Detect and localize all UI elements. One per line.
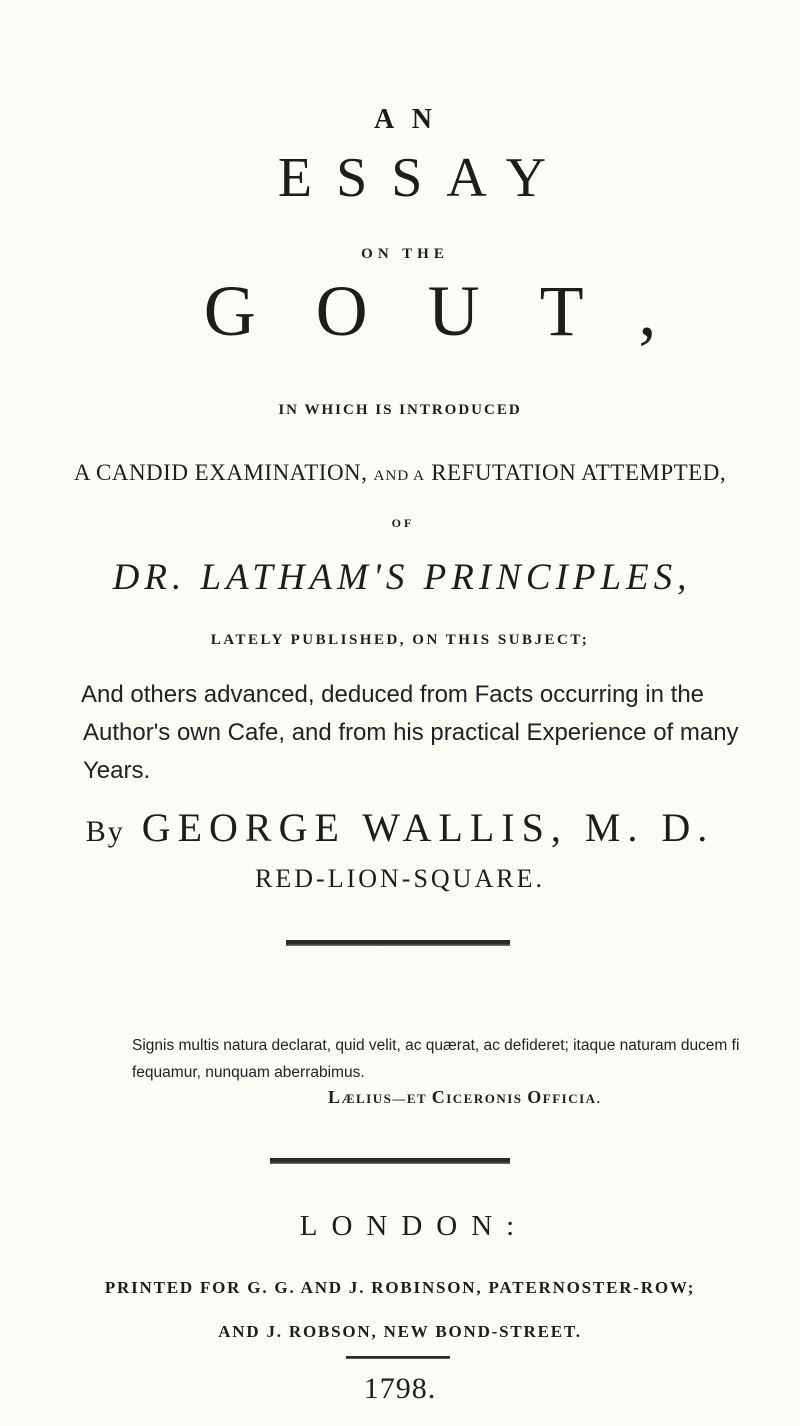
attr-iceronis: ICERONIS xyxy=(446,1091,528,1106)
attr-aelius: ÆLIUS—ET xyxy=(341,1091,432,1106)
author-name: GEORGE WALLIS, M. D. xyxy=(141,805,715,850)
title-on-the: ON THE xyxy=(361,246,449,262)
rule-divider-top xyxy=(286,940,510,946)
rule-divider-bottom xyxy=(346,1356,450,1359)
latin-motto: Signis multis natura declarat, quid velit, ac quærat, ac defideret; itaque naturam ducem fi fequamur, nunquam aberrabimus. xyxy=(132,1037,740,1081)
candid-examination-text: A CANDID EXAMINATION, xyxy=(73,460,368,485)
subtitle-in-which: IN WHICH IS INTRODUCED xyxy=(278,402,522,418)
and-a-text: AND A xyxy=(373,468,425,484)
article-an: A N xyxy=(374,104,438,135)
attr-o: O xyxy=(527,1087,543,1107)
title-gout: GOUT, xyxy=(203,271,717,351)
imprint-year: 1798. xyxy=(363,1372,437,1405)
subtitle-principles: DR. LATHAM'S PRINCIPLES, xyxy=(112,557,692,598)
imprint-robson: AND J. ROBSON, NEW BOND-STREET. xyxy=(218,1322,582,1341)
attr-c: C xyxy=(431,1087,447,1107)
subtitle-of: OF xyxy=(391,516,415,530)
rule-divider-middle xyxy=(270,1158,510,1164)
author-line xyxy=(0,804,800,851)
imprint-printed-for: PRINTED FOR G. G. AND J. ROBINSON, PATERNOSTER-ROW; xyxy=(104,1278,696,1297)
title-essay: ESSAY xyxy=(277,147,571,209)
imprint-city: LONDON: xyxy=(299,1210,529,1242)
subtitle-candid-examination xyxy=(0,460,800,486)
motto-attribution xyxy=(328,1087,601,1108)
advanced-paragraph: And others advanced, deduced from Facts occurring in the Author's own Cafe, and from his practical Experience of many Years. xyxy=(81,681,739,784)
by-label: By xyxy=(85,815,125,848)
attr-fficia: FFICIA. xyxy=(542,1091,602,1106)
author-address: RED-LION-SQUARE. xyxy=(255,864,545,893)
subtitle-lately-published: LATELY PUBLISHED, ON THIS SUBJECT; xyxy=(210,632,590,648)
attr-l: L xyxy=(328,1087,342,1107)
refutation-text: REFUTATION ATTEMPTED, xyxy=(431,460,727,485)
